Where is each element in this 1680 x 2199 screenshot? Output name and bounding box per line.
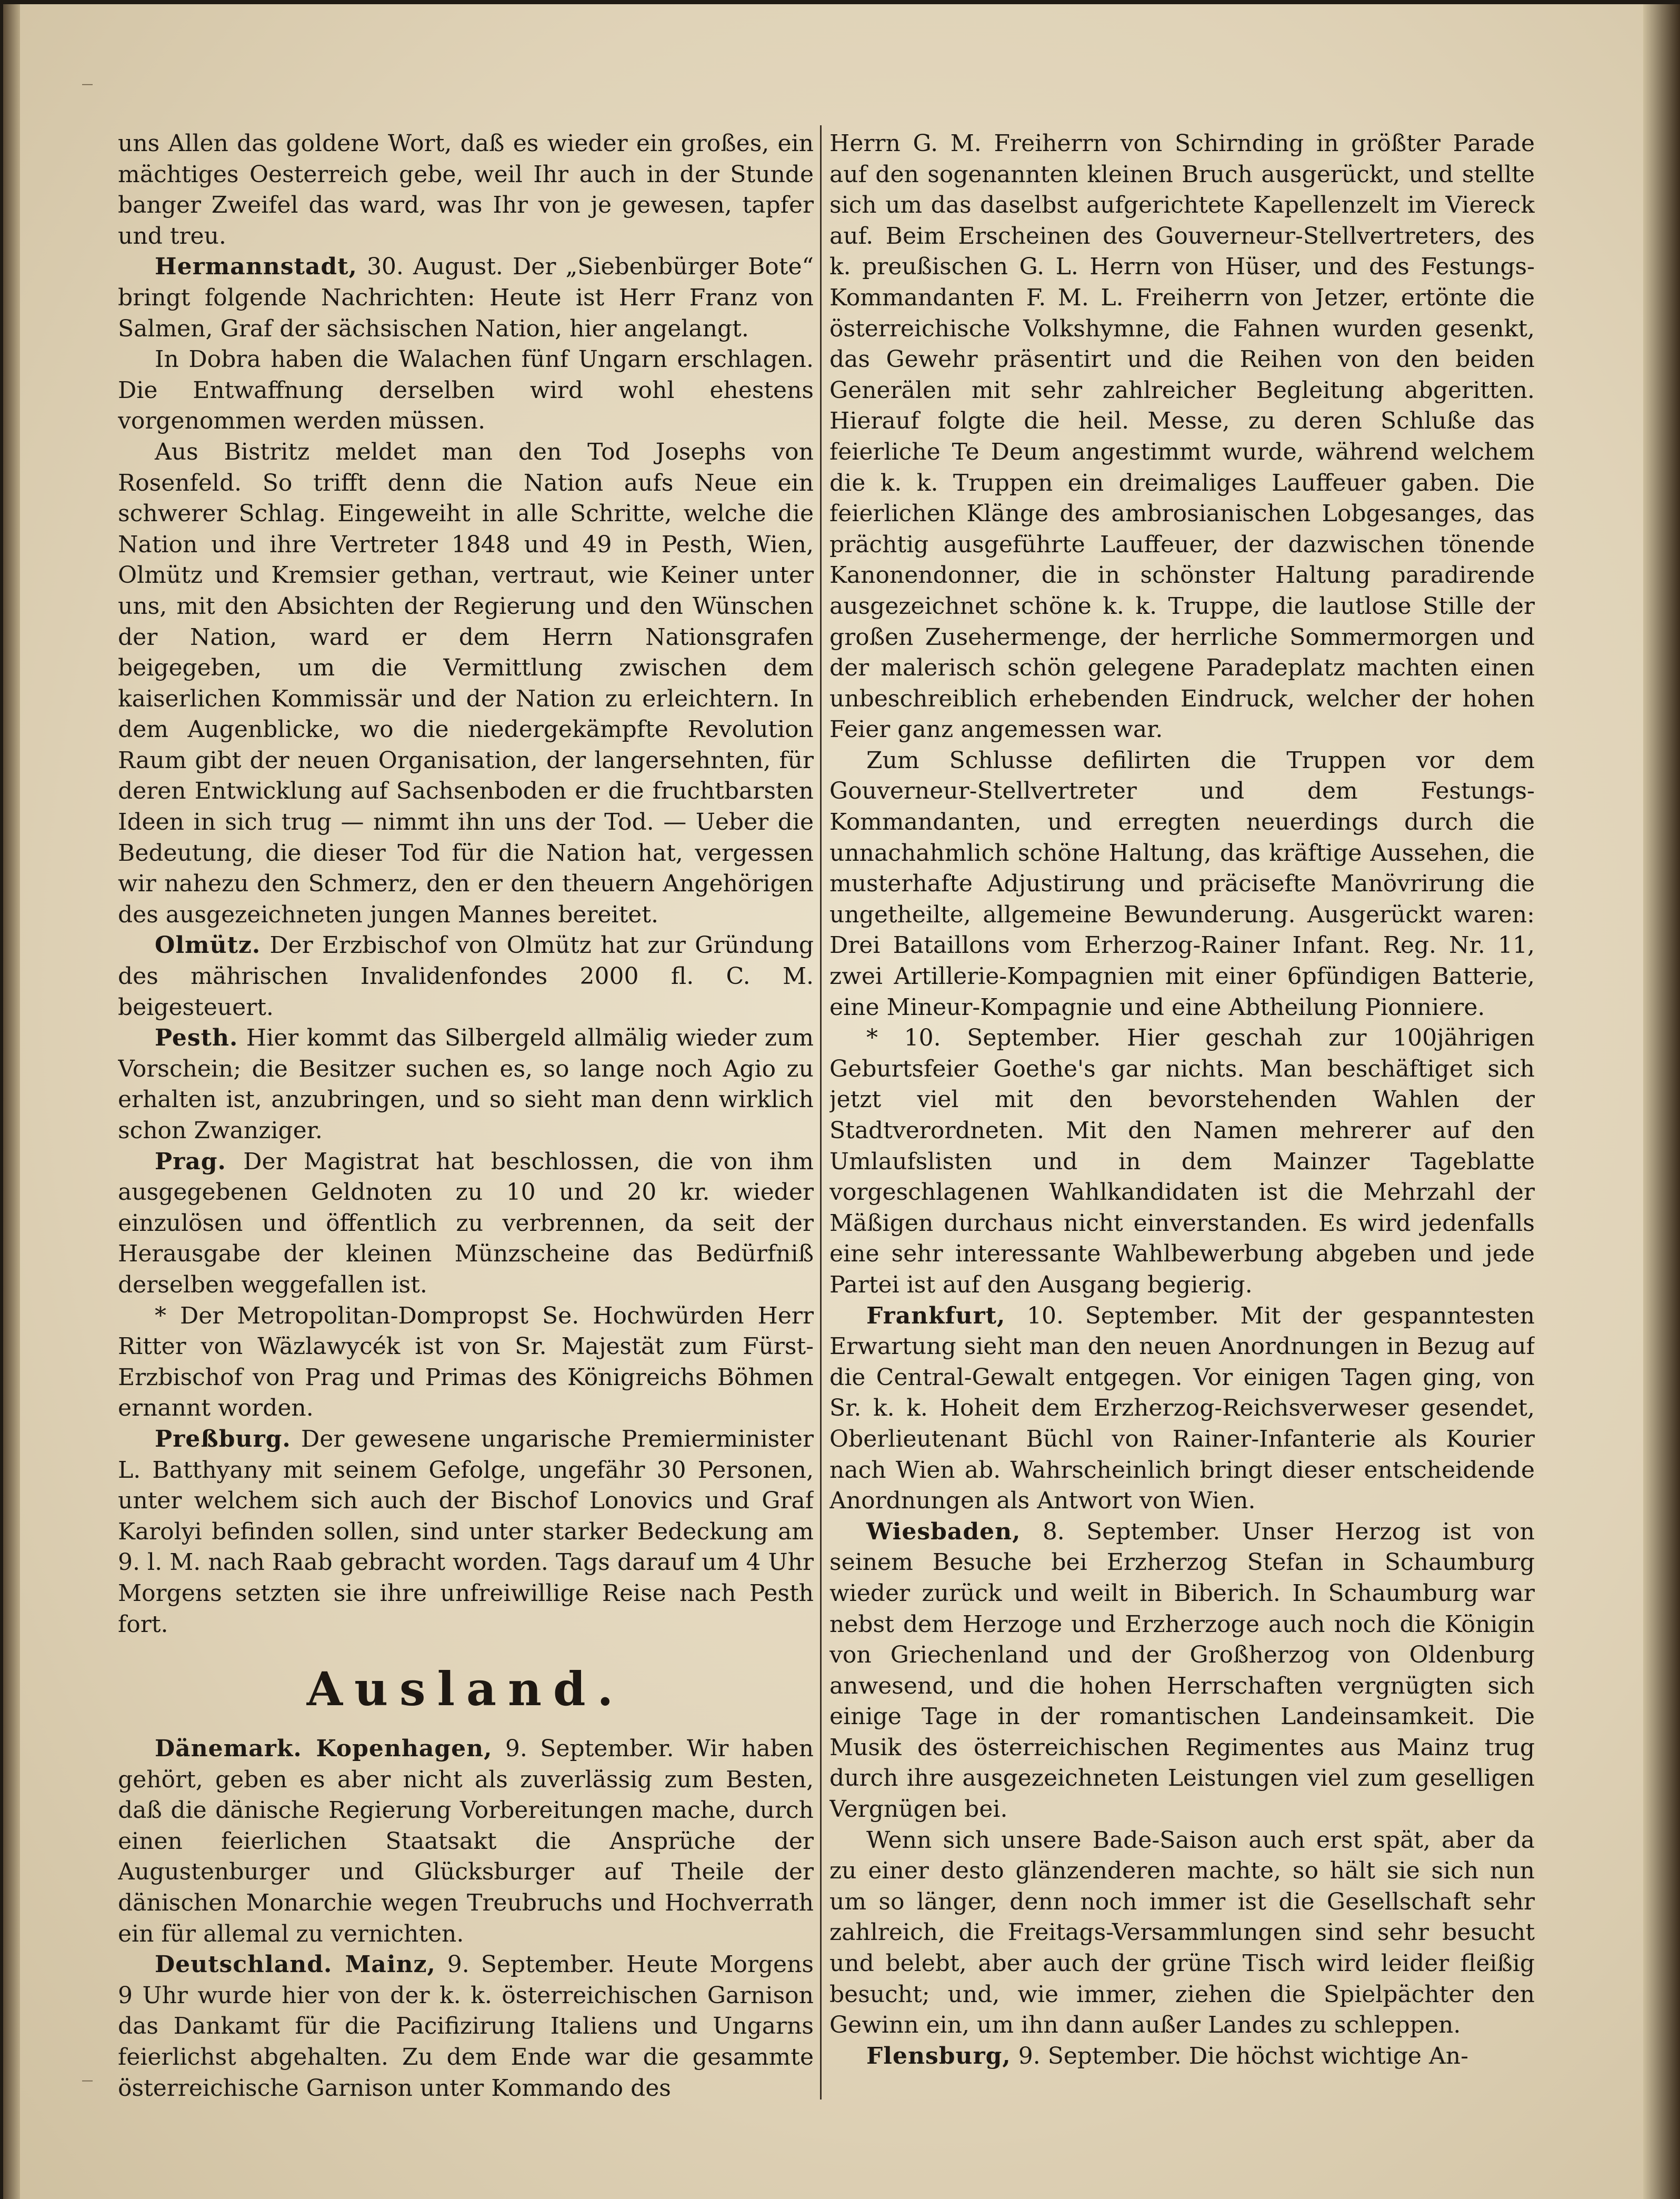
news-paragraph	[118, 1734, 814, 1949]
dateline-place: Pesth.	[155, 1024, 238, 1052]
news-paragraph	[118, 1301, 814, 1424]
left-column-foreign-news	[118, 1734, 814, 2104]
paragraph-text: Aus Bistritz meldet man den Tod Josephs von Rosenfeld. So trifft denn die Nation aufs Neue ein schwerer Schlag. Eingeweiht in alle Schritte, welche die Nation und ihre Vertreter 1848 und 49 in Pesth, Wien, Olmütz und Kremsier gethan, vertraut, wie Keiner unter uns, mit den Absichten der Regierung und den Wünschen der Nation, ward er dem Herrn Nationsgrafen beigegeben, um die Vermittlung zwischen dem kaiserlichen Kommissär und der Nation zu erleichtern. In dem Augenblicke, wo die niedergekämpfte Revolution Raum gibt der neuen Organisation, der langersehnten, für deren Entwicklung auf Sachsenboden er die fruchtbarsten Ideen in sich trug — nimmt ihn uns der Tod. — Ueber die Bedeutung, die dieser Tod für die Nation hat, vergessen wir nahezu den Schmerz, den er den theuern Angehörigen des ausgezeichneten jungen Mannes bereitet.	[118, 438, 814, 928]
page-edge-shadow	[1643, 4, 1680, 2199]
dateline-place: Preßburg.	[155, 1425, 291, 1452]
section-heading-ausland: Ausland.	[306, 1661, 625, 1717]
dateline-place: Frankfurt,	[866, 1302, 1006, 1329]
news-paragraph	[829, 1023, 1535, 1300]
news-paragraph	[118, 128, 814, 252]
paragraph-text: 10. September. Mit der gespanntesten Erwartung sieht man den neuen Anordnungen in Bezug auf die Central-Gewalt entgegen. Vor einigen Tagen ging, von Sr. k. k. Hoheit dem Erzherzog-Reichsverweser gesendet, Oberlieutenant Büchl von Rainer-Infanterie als Kourier nach Wien ab. Wahrscheinlich bringt dieser entscheidende Anordnungen als Antwort von Wien.	[829, 1302, 1535, 1515]
newspaper-page	[3, 4, 1680, 2199]
paragraph-text: 9. September. Heute Morgens 9 Uhr wurde hier von der k. k. österreichischen Garnison das Dankamt für die Pacifizirung Italiens und Ungarns feierlichst abgehalten. Zu dem Ende war die gesammte österreichische Garnison unter Kommando des	[118, 1951, 814, 2102]
paragraph-text: Wenn sich unsere Bade-Saison auch erst spät, aber da zu einer desto glänzenderen machte, so hält sie sich nun um so länger, denn noch immer ist die Gesellschaft sehr zahlreich, die Freitags-Versammlungen sind sehr besucht und belebt, aber auch der grüne Tisch wird leider fleißig besucht; und, wie immer, ziehen die Spielpächter den Gewinn ein, um ihn dann außer Landes zu schleppen.	[829, 1826, 1535, 2039]
paragraph-text: Der Erzbischof von Olmütz hat zur Gründung des mährischen Invalidenfondes 2000 fl. C. M. beigesteuert.	[118, 932, 814, 1021]
paragraph-text: * 10. September. Hier geschah zur 100jährigen Geburtsfeier Goethe's gar nichts. Man beschäftiget sich jetzt viel mit den bevorstehenden Wahlen der Stadtverordneten. Mit den Namen mehrerer auf den Umlaufslisten und in dem Mainzer Tageblatte vorgeschlagenen Wahlkandidaten ist die Mehrzahl der Mäßigen durchaus nicht einverstanden. Es wird jedenfalls eine sehr interessante Wahlbewerbung abgeben und jede Partei ist auf den Ausgang begierig.	[829, 1024, 1535, 1298]
column-rule	[820, 125, 822, 2100]
paragraph-text: 9. September. Wir haben gehört, geben es aber nicht als zuverlässig zum Besten, daß die dänische Regierung Vorbereitungen mache, durch einen feierlichen Staatsakt die Ansprüche der Augustenburger und Glücksburger auf Theile der dänischen Monarchie wegen Treubruchs und Hochverrath ein für allemal zu vernichten.	[118, 1735, 814, 1947]
right-column	[829, 128, 1535, 2150]
dateline-place: Hermannstadt,	[155, 253, 357, 281]
dateline-place: Deutschland. Mainz,	[155, 1951, 436, 1978]
news-paragraph	[118, 1424, 814, 1640]
paragraph-text: Der Magistrat hat beschlossen, die von ihm ausgegebenen Geldnoten zu 10 und 20 kr. wieder einzulösen und öffentlich zu verbrennen, da seit der Herausgabe der kleinen Münzscheine das Bedürfniß derselben weggefallen ist.	[118, 1148, 814, 1298]
margin-mark-bottom: _	[82, 2057, 93, 2082]
dateline-place: Wiesbaden,	[866, 1518, 1021, 1545]
paragraph-text: Hier kommt das Silbergeld allmälig wieder zum Vorschein; die Besitzer suchen es, so lange noch Agio zu erhalten ist, anzubringen, und so sieht man denn wirklich schon Zwanziger.	[118, 1024, 814, 1144]
paragraph-text: Herrn G. M. Freiherrn von Schirnding in größter Parade auf den sogenannten kleinen Bruch ausgerückt, und stellte sich um das daselbst aufgerichtete Kapellenzelt im Viereck auf. Beim Erscheinen des Gouverneur-Stellvertreters, des k. preußischen G. L. Herrn von Hüser, und des Festungs-Kommandanten F. M. L. Freiherrn von Jetzer, ertönte die österreichische Volkshymne, die Fahnen wurden gesenkt, das Gewehr präsentirt und die Reihen von den beiden Generälen mit sehr zahlreicher Begleitung abgeritten. Hierauf folgte die heil. Messe, zu deren Schluße das feierliche Te Deum angestimmt wurde, während welchem die k. k. Truppen ein dreimaliges Lauffeuer gaben. Die feierlichen Klänge des ambrosianischen Lobgesanges, das prächtig ausgeführte Lauffeuer, der dazwischen tönende Kanonendonner, die in schönster Haltung paradirende ausgezeichnet schöne k. k. Truppe, die lautlose Stille der großen Zusehermenge, der herrliche Sommermorgen und der malerisch schön gelegene Paradeplatz machten einen unbeschreiblich erhebenden Eindruck, welcher der hohen Feier ganz angemessen war.	[829, 130, 1535, 743]
right-column-paragraphs	[829, 128, 1535, 2072]
news-paragraph	[829, 745, 1535, 1023]
paragraph-text: 8. September. Unser Herzog ist von seinem Besuche bei Erzherzog Stefan in Schaumburg wieder zurück und weilt in Biberich. In Schaumburg war nebst dem Herzoge und Erzherzoge auch noch die Königin von Griechenland und der Großherzog von Oldenburg anwesend, und die hohen Herrschaften vergnügten sich einige Tage in der romantischen Landeinsamkeit. Die Musik des österreichischen Regimentes aus Mainz trug durch ihre ausgezeichneten Leistungen viel zum geselligen Vergnügen bei.	[829, 1518, 1535, 1823]
paragraph-text: 9. September. Die höchst wichtige An-	[1018, 2042, 1468, 2069]
news-paragraph	[118, 1023, 814, 1146]
dateline-place: Dänemark. Kopenhagen,	[155, 1735, 493, 1763]
news-paragraph	[118, 437, 814, 931]
news-paragraph	[118, 1949, 814, 2104]
paragraph-text: Zum Schlusse defilirten die Truppen vor dem Gouverneur-Stellvertreter und dem Festungs-Kommandanten, und erregten neuerdings durch die unnachahmlich schöne Haltung, das kräftige Aussehen, die musterhafte Adjustirung und präcisefte Manövrirung die ungetheilte, allgemeine Bewunderung. Ausgerückt waren: Drei Bataillons vom Erherzog-Rainer Infant. Reg. Nr. 11, zwei Artillerie-Kompagnien mit einer 6pfündigen Batterie, eine Mineur-Kompagnie und eine Abtheilung Pionniere.	[829, 747, 1535, 1021]
news-paragraph	[829, 2041, 1535, 2072]
dateline-place: Flensburg,	[866, 2042, 1011, 2069]
binding-gutter	[3, 4, 20, 2199]
news-paragraph	[829, 1517, 1535, 1825]
margin-mark-top: _	[82, 61, 93, 85]
left-column-paragraphs	[118, 128, 814, 1640]
paragraph-text: In Dobra haben die Walachen fünf Ungarn erschlagen. Die Entwaffnung derselben wird wohl ehestens vorgenommen werden müssen.	[118, 346, 814, 435]
news-paragraph	[118, 930, 814, 1023]
paragraph-text: * Der Metropolitan-Dompropst Se. Hochwürden Herr Ritter von Wäzlawycék ist von Sr. Majestät zum Fürst-Erzbischof von Prag und Primas des Königreichs Böhmen ernannt worden.	[118, 1302, 814, 1422]
paragraph-text: uns Allen das goldene Wort, daß es wieder ein großes, ein mächtiges Oesterreich gebe, weil Ihr auch in der Stunde banger Zweifel das ward, was Ihr von je gewesen, tapfer und treu.	[118, 130, 814, 250]
news-paragraph	[829, 1301, 1535, 1517]
dateline-place: Prag.	[155, 1148, 226, 1175]
paragraph-text: Der gewesene ungarische Premierminister L. Batthyany mit seinem Gefolge, ungefähr 30 Personen, unter welchem sich auch der Bischof Lonovics und Graf Karolyi befinden sollen, sind unter starker Bedeckung am 9. l. M. nach Raab gebracht worden. Tags darauf um 4 Uhr Morgens setzten sie ihre unfreiwillige Reise nach Pesth fort.	[118, 1425, 814, 1638]
paragraph-text: 30. August. Der „Siebenbürger Bote“ bringt folgende Nachrichten: Heute ist Herr Franz von Salmen, Graf der sächsischen Nation, hier angelangt.	[118, 253, 814, 342]
news-paragraph	[118, 252, 814, 344]
dateline-place: Olmütz.	[155, 932, 261, 959]
news-paragraph	[118, 1147, 814, 1301]
news-paragraph	[829, 1825, 1535, 2041]
news-paragraph	[829, 128, 1535, 745]
news-paragraph	[118, 344, 814, 437]
left-column	[118, 128, 814, 2150]
